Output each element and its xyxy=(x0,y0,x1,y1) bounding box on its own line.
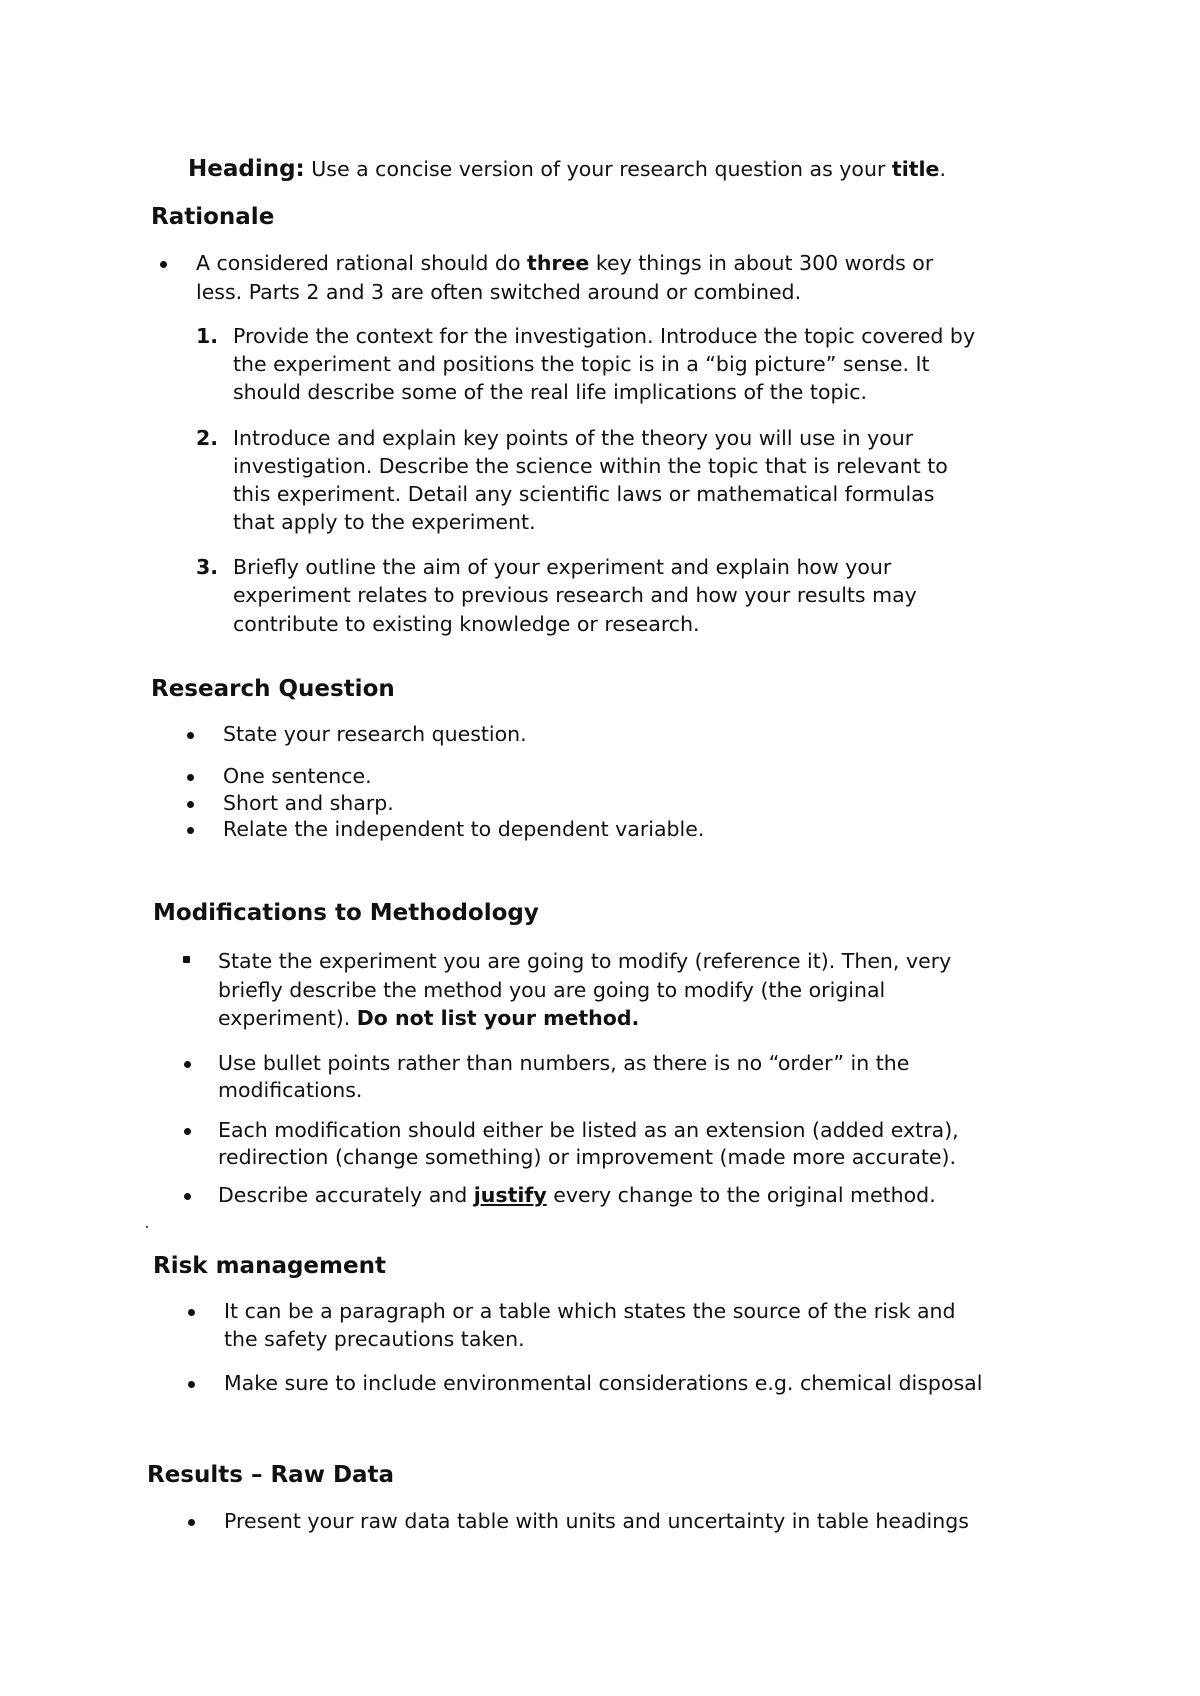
section-title-modifications: Modifications to Methodology xyxy=(153,900,539,926)
rationale-intro-line-2: less. Parts 2 and 3 are often switched around or combined. xyxy=(196,280,802,304)
heading-text-end: . xyxy=(939,157,946,181)
rationale-item-1-line-3: should describe some of the real life implications of the topic. xyxy=(233,380,868,404)
heading-label: Heading: xyxy=(188,156,305,182)
rq-item-2: One sentence. xyxy=(223,764,372,788)
results-item-1: Present your raw data table with units and uncertainty in table headings xyxy=(224,1509,969,1533)
list-number-1: 1. xyxy=(196,324,219,348)
rationale-item-2-line-4: that apply to the experiment. xyxy=(233,510,536,534)
bullet-icon xyxy=(187,801,194,808)
emphasis-justify: justify xyxy=(473,1183,547,1207)
bullet-icon xyxy=(188,1519,195,1526)
list-number-2: 2. xyxy=(196,426,219,450)
risk-item-1-line-1: It can be a paragraph or a table which states the source of the risk and xyxy=(224,1299,956,1323)
text-run: experiment). xyxy=(218,1006,357,1030)
mod-item-1-line-1: State the experiment you are going to modify (reference it). Then, very xyxy=(218,949,952,973)
risk-item-1-line-2: the safety precautions taken. xyxy=(224,1327,525,1351)
mod-item-2-line-1: Use bullet points rather than numbers, as there is no “order” in the xyxy=(218,1051,910,1075)
rationale-item-3-line-1: Briefly outline the aim of your experiment and explain how your xyxy=(233,555,892,579)
rq-item-4: Relate the independent to dependent variable. xyxy=(223,817,705,841)
text-run: A considered rational should do xyxy=(196,251,528,275)
bullet-icon xyxy=(183,956,190,963)
bullet-icon xyxy=(184,1061,191,1068)
section-title-rationale: Rationale xyxy=(151,204,275,230)
rq-item-3: Short and sharp. xyxy=(223,791,394,815)
rationale-intro-line-1 xyxy=(196,249,933,277)
rationale-item-1-line-1: Provide the context for the investigation. Introduce the topic covered by xyxy=(233,324,976,348)
section-title-research-question: Research Question xyxy=(151,676,395,702)
heading-title-word: title xyxy=(891,157,940,181)
heading-text: Use a concise version of your research question as your xyxy=(304,157,892,181)
section-title-results: Results – Raw Data xyxy=(147,1462,395,1488)
text-run: key things in about 300 words or xyxy=(589,251,934,275)
bullet-icon xyxy=(184,1128,191,1135)
risk-item-2: Make sure to include environmental considerations e.g. chemical disposal xyxy=(224,1371,983,1395)
bullet-icon xyxy=(187,774,194,781)
mod-item-2-line-2: modifications. xyxy=(218,1078,363,1102)
bullet-icon xyxy=(184,1193,191,1200)
bullet-icon xyxy=(160,261,167,268)
mod-item-3-line-1: Each modification should either be listed as an extension (added extra), xyxy=(218,1118,959,1142)
stray-dot-mark xyxy=(146,1226,148,1228)
rationale-item-2-line-3: this experiment. Detail any scientific laws or mathematical formulas xyxy=(233,482,935,506)
mod-item-4 xyxy=(218,1181,936,1209)
bullet-icon xyxy=(187,732,194,739)
text-run: Describe accurately and xyxy=(218,1183,474,1207)
heading-line xyxy=(188,156,946,182)
emphasis-do-not-list: Do not list your method. xyxy=(356,1006,640,1030)
text-run: every change to the original method. xyxy=(546,1183,936,1207)
bullet-icon xyxy=(187,827,194,834)
mod-item-3-line-2: redirection (change something) or improvement (made more accurate). xyxy=(218,1145,957,1169)
rationale-item-3-line-3: contribute to existing knowledge or research. xyxy=(233,612,700,636)
rationale-item-1-line-2: the experiment and positions the topic is in a “big picture” sense. It xyxy=(233,352,930,376)
section-title-risk: Risk management xyxy=(153,1253,386,1279)
rationale-item-2-line-2: investigation. Describe the science within the topic that is relevant to xyxy=(233,454,948,478)
mod-item-1-line-2: briefly describe the method you are going to modify (the original xyxy=(218,978,886,1002)
rationale-item-3-line-2: experiment relates to previous research and how your results may xyxy=(233,583,917,607)
list-number-3: 3. xyxy=(196,555,219,579)
rationale-item-2-line-1: Introduce and explain key points of the theory you will use in your xyxy=(233,426,914,450)
emphasis-three: three xyxy=(527,251,590,275)
bullet-icon xyxy=(188,1381,195,1388)
bullet-icon xyxy=(188,1309,195,1316)
mod-item-1-line-3 xyxy=(218,1004,639,1032)
rq-item-1: State your research question. xyxy=(223,722,527,746)
